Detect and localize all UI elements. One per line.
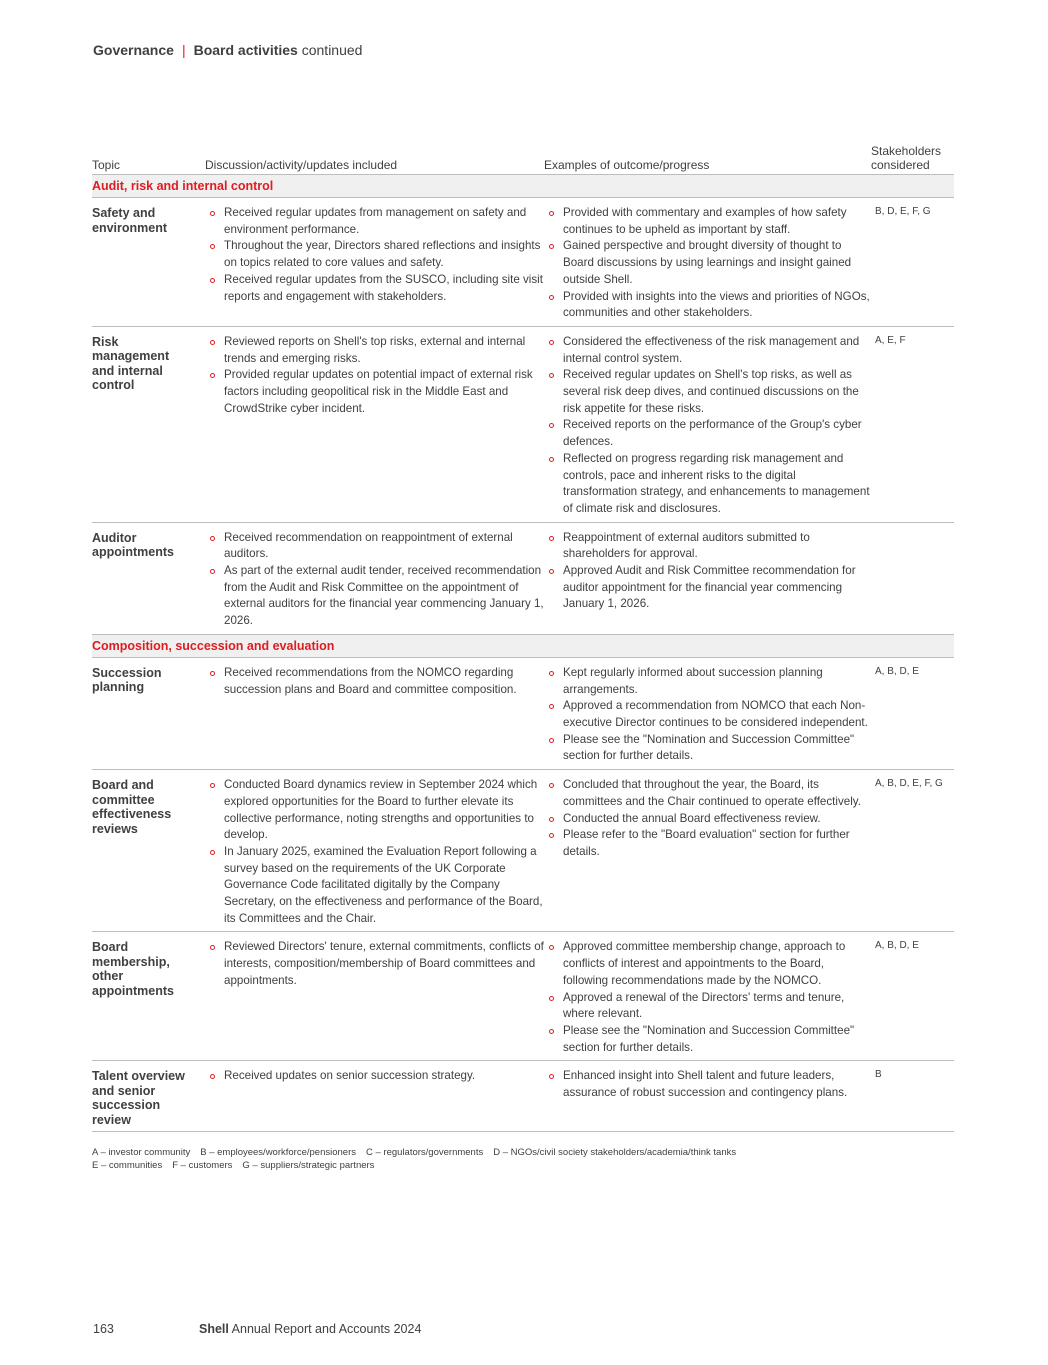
stakeholders-codes: B, D, E, F, G: [875, 206, 931, 217]
outcome-list: [544, 777, 871, 927]
table-row: [92, 198, 954, 327]
discussion-list: [205, 777, 544, 927]
bullet-list: [544, 205, 871, 322]
list-item: Throughout the year, Directors shared reflections and insights on topics related to core values and safety.: [205, 238, 544, 271]
stakeholders-codes: A, B, D, E: [875, 665, 919, 677]
outcome-list: [544, 939, 871, 1056]
list-item: Received regular updates from management on safety and environment performance.: [205, 205, 544, 238]
list-item: Provided with insights into the views and priorities of NGOs, communities and other stakeholders.: [544, 289, 871, 322]
table-row: [92, 658, 954, 770]
topic-line: Risk: [92, 334, 119, 349]
legend-line-1: [92, 1147, 746, 1160]
list-item: Concluded that throughout the year, the Board, its committees and the Chair continued to operate effectively.: [544, 777, 871, 810]
outcome-list: [544, 530, 871, 630]
topic-line: Board: [92, 940, 129, 955]
list-item: Kept regularly informed about succession planning arrangements.: [544, 665, 871, 698]
list-item: Enhanced insight into Shell talent and future leaders, assurance of robust succession and contingency plans.: [544, 1068, 871, 1101]
list-item: Reviewed reports on Shell's top risks, external and internal trends and emerging risks.: [205, 334, 544, 367]
legend-item: C – regulators/governments: [366, 1147, 484, 1158]
legend-item: F – customers: [172, 1159, 233, 1171]
bullet-list: [205, 665, 544, 698]
legend-item: A – investor community: [92, 1147, 191, 1158]
row-topic: [92, 939, 205, 1056]
document-title: Annual Report and Accounts 2024: [231, 1322, 422, 1336]
outcome-list: [544, 1068, 871, 1127]
list-item: Please refer to the "Board evaluation" section for further details.: [544, 827, 871, 860]
table-body: [92, 175, 954, 1132]
topic-line: Auditor: [92, 530, 137, 545]
section-heading: Audit, risk and internal control: [92, 175, 954, 198]
table-row: [92, 1061, 954, 1132]
list-item: Received regular updates from the SUSCO, including site visit reports and engagement with stakeholders.: [205, 272, 544, 305]
col-outcome: Examples of outcome/progress: [544, 158, 710, 172]
topic-line: planning: [92, 680, 145, 695]
discussion-list: [205, 205, 544, 322]
table-row: [92, 770, 954, 932]
discussion-list: [205, 1068, 544, 1127]
row-topic: [92, 334, 205, 518]
col-stakeholders: Stakeholders considered: [871, 144, 942, 172]
list-item: Gained perspective and brought diversity of thought to Board discussions by using learnings and insight gained outside Shell.: [544, 238, 871, 288]
bullet-list: [544, 665, 871, 765]
topic-line: Succession: [92, 665, 162, 680]
stakeholders-codes: B: [875, 1069, 882, 1081]
bullet-list: [544, 1068, 871, 1101]
list-item: Please see the "Nomination and Succession Committee" section for further details.: [544, 732, 871, 765]
board-activities-table: [92, 140, 954, 1132]
bullet-list: [544, 777, 871, 861]
topic-line: management: [92, 349, 170, 364]
discussion-list: [205, 334, 544, 518]
legend-item: B – employees/workforce/pensioners: [200, 1147, 356, 1158]
col-topic: Topic: [92, 158, 121, 172]
list-item: As part of the external audit tender, received recommendation from the Audit and Risk Committee on the appointment of external auditors for the financial year commencing January 1, 2026.: [205, 563, 544, 630]
stakeholders-codes: A, B, D, E: [875, 940, 919, 952]
list-item: Approved committee membership change, approach to conflicts of interest and appointments to the Board, following recommendations made by the NOMCO.: [544, 939, 871, 989]
list-item: Received recommendation on reappointment of external auditors.: [205, 530, 544, 563]
legend-item: E – communities: [92, 1159, 163, 1171]
table-header: [92, 140, 954, 175]
topic-line: and internal: [92, 363, 163, 378]
topic-line: control: [92, 378, 135, 393]
legend-line-2: [92, 1160, 746, 1173]
row-topic: [92, 777, 205, 927]
list-item: Please see the "Nomination and Succession Committee" section for further details.: [544, 1023, 871, 1056]
header-suffix: continued: [301, 42, 363, 58]
topic-line: Talent overview: [92, 1069, 185, 1084]
stakeholders-codes: A, E, F: [875, 334, 906, 346]
list-item: Conducted Board dynamics review in September 2024 which explored opportunities for the Board to further elevate its collective performance, noting strengths and opportunities to develop.: [205, 777, 544, 844]
bullet-list: [205, 530, 544, 630]
table-row: [92, 523, 954, 635]
list-item: Reappointment of external auditors submitted to shareholders for approval.: [544, 530, 871, 563]
row-topic: [92, 1068, 205, 1127]
topic-line: succession: [92, 1098, 161, 1113]
list-item: Conducted the annual Board effectiveness review.: [544, 811, 871, 828]
topic-line: effectiveness: [92, 807, 172, 822]
list-item: Approved a renewal of the Directors' terms and tenure, where relevant.: [544, 990, 871, 1023]
col-discussion: Discussion/activity/updates included: [205, 158, 398, 172]
discussion-list: [205, 530, 544, 630]
list-item: Approved a recommendation from NOMCO that each Non-executive Director continues to be considered independent.: [544, 698, 871, 731]
topic-line: and senior: [92, 1083, 156, 1098]
list-item: Approved Audit and Risk Committee recommendation for auditor appointment for the financial year commencing January 1, 2026.: [544, 563, 871, 613]
bullet-list: [205, 1068, 544, 1085]
table-row: [92, 327, 954, 523]
bullet-list: [205, 205, 544, 305]
legend-item: D – NGOs/civil society stakeholders/academia/think tanks: [493, 1147, 737, 1158]
page-header: [93, 42, 362, 58]
header-section: Governance: [93, 42, 174, 58]
list-item: Received regular updates on Shell's top risks, as well as several risk deep dives, and continued discussions on the risk appetite for these risks.: [544, 367, 871, 417]
outcome-list: [544, 205, 871, 322]
discussion-list: [205, 665, 544, 765]
topic-line: review: [92, 1112, 131, 1127]
brand-name: Shell: [199, 1322, 229, 1336]
list-item: Reflected on progress regarding risk management and controls, pace and inherent risks to the digital transformation strategy, and enhancements to management of climate risk and disclosures.: [544, 451, 871, 518]
header-separator: |: [181, 42, 186, 58]
list-item: Reviewed Directors' tenure, external commitments, conflicts of interests, composition/membership of Board committees and appointments.: [205, 939, 544, 989]
stakeholder-legend: [92, 1147, 746, 1172]
bullet-list: [544, 939, 871, 1056]
bullet-list: [544, 334, 871, 518]
bullet-list: [544, 530, 871, 614]
list-item: Received updates on senior succession strategy.: [205, 1068, 544, 1085]
topic-line: membership,: [92, 954, 170, 969]
table-row: [92, 932, 954, 1061]
bullet-list: [205, 334, 544, 418]
page-number: 163: [93, 1322, 114, 1336]
stakeholders-codes: A, B, D, E, F, G: [875, 778, 943, 790]
topic-line: reviews: [92, 821, 138, 836]
topic-line: environment: [92, 220, 168, 235]
row-topic: [92, 530, 205, 630]
topic-line: appointments: [92, 983, 174, 998]
row-topic: [92, 665, 205, 765]
list-item: Provided with commentary and examples of how safety continues to be upheld as important by staff.: [544, 205, 871, 238]
bullet-list: [205, 777, 544, 927]
outcome-list: [544, 665, 871, 765]
list-item: Provided regular updates on potential impact of external risk factors including geopolitical risk in the Middle East and CrowdStrike cyber incident.: [205, 367, 544, 417]
list-item: Received reports on the performance of the Group's cyber defences.: [544, 417, 871, 450]
header-title: Board activities: [193, 42, 298, 58]
list-item: Considered the effectiveness of the risk management and internal control system.: [544, 334, 871, 367]
topic-line: appointments: [92, 545, 174, 560]
list-item: In January 2025, examined the Evaluation Report following a survey based on the requirements of the UK Corporate Governance Code facilitated digitally by the Company Secretary, on the effectiveness and performance of the Board, its Committees and the Chair.: [205, 844, 544, 928]
list-item: Received recommendations from the NOMCO regarding succession plans and Board and committee composition.: [205, 665, 544, 698]
topic-line: Safety and: [92, 206, 156, 220]
topic-line: other: [92, 969, 124, 984]
legend-item: G – suppliers/strategic partners: [242, 1159, 375, 1171]
outcome-list: [544, 334, 871, 518]
section-heading: Composition, succession and evaluation: [92, 635, 954, 658]
topic-line: committee: [92, 792, 155, 807]
stakeholders-codes: [871, 530, 958, 630]
footer-brand: [199, 1322, 421, 1336]
row-topic: [92, 205, 205, 322]
bullet-list: [205, 939, 544, 989]
topic-line: Board and: [92, 778, 154, 793]
discussion-list: [205, 939, 544, 1056]
